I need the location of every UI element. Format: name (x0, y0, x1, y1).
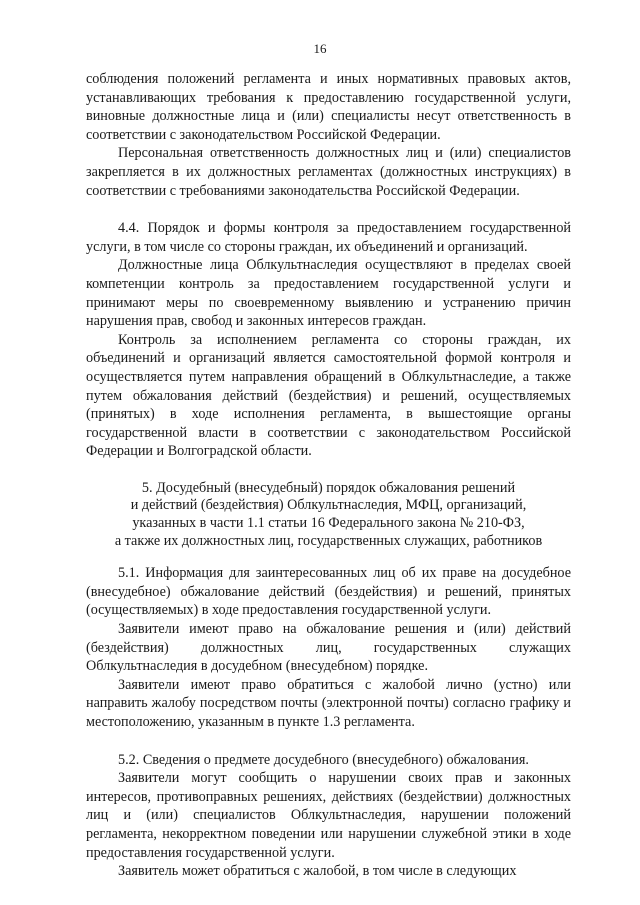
paragraph-officials-control: Должностные лица Облкультнаследия осуществляют в пределах своей компетенции контроль за предоставлением государственной услуги и принимают меры по своевременному выявлению и устранению причин нарушения прав, свобод и законных интересов граждан. (86, 257, 571, 330)
paragraph-continuation: соблюдения положений регламента и иных нормативных правовых актов, устанавливающих требования к предоставлению государственной услуги, виновные должностные лица и (или) специалисты несут ответственность в соответствии с законодательством Российской Федерации. (86, 71, 571, 143)
section-5-heading-line: указанных в части 1.1 статьи 16 Федерального закона № 210-ФЗ, (132, 515, 525, 532)
section-5-2-title: 5.2. Сведения о предмете досудебного (внесудебного) обжалования. (118, 751, 529, 768)
paragraph-violations-report: Заявители могут сообщить о нарушении своих прав и законных интересов, противоправных решениях, действиях (бездействии) должностных лиц и (или) специалистов Облкультнаследия, нарушении положений регламента, некорректном поведении или нарушении служебной этики в ходе предоставления государственной услуги. (86, 770, 571, 861)
section-4-4-title: 4.4. Порядок и формы контроля за предоставлением государственной услуги, в том числе со стороны граждан, их объединений и организаций. (86, 220, 571, 255)
paragraph-complaint-cases: Заявитель может обратиться с жалобой, в том числе в следующих (118, 863, 517, 880)
paragraph-complaint-submission: Заявители имеют право обратиться с жалобой лично (устно) или направить жалобу посредством почты (электронной почты) согласно графику и местоположению, указанным в пункте 1.3 регламента. (86, 676, 571, 730)
section-5-heading-line: 5. Досудебный (внесудебный) порядок обжалования решений (141, 479, 516, 496)
paragraph-personal-responsibility: Персональная ответственность должностных лиц и (или) специалистов закрепляется в их должностных регламентах (должностных инструкциях) в соответствии с требованиями законодательства Российской Федерации. (86, 145, 571, 199)
section-5-heading-line: и действий (бездействия) Облкультнаследия, МФЦ, организаций, (130, 497, 527, 514)
paragraph-citizens-control: Контроль за исполнением регламента со стороны граждан, их объединений и организаций является самостоятельной формой контроля и осуществляется путем направления обращений в Облкультнаследие, а также путем обжалования действий (бездействия) и решений, осуществляемых (принятых) в ходе исполнения регламента, в вышестоящие органы государственной власти в соответствии с законодательством Российской Федерации и Волгоградской области. (86, 331, 571, 460)
section-5-1-info: 5.1. Информация для заинтересованных лиц об их праве на досудебное (внесудебное) обжалование действий (бездействия) и решений, принятых (осуществляемых) в ходе предоставления государственной услуги. (86, 565, 571, 619)
section-5-heading-line: а также их должностных лиц, государственных служащих, работников (114, 532, 543, 549)
document-body (86, 70, 571, 881)
page-number: 16 (313, 41, 327, 56)
paragraph-appeal-right: Заявители имеют право на обжалование решения и (или) действий (бездействия) должностных лиц, государственных служащих Облкультнаследия в досудебном (внесудебном) порядке. (86, 621, 571, 675)
section-5-heading (86, 480, 571, 550)
